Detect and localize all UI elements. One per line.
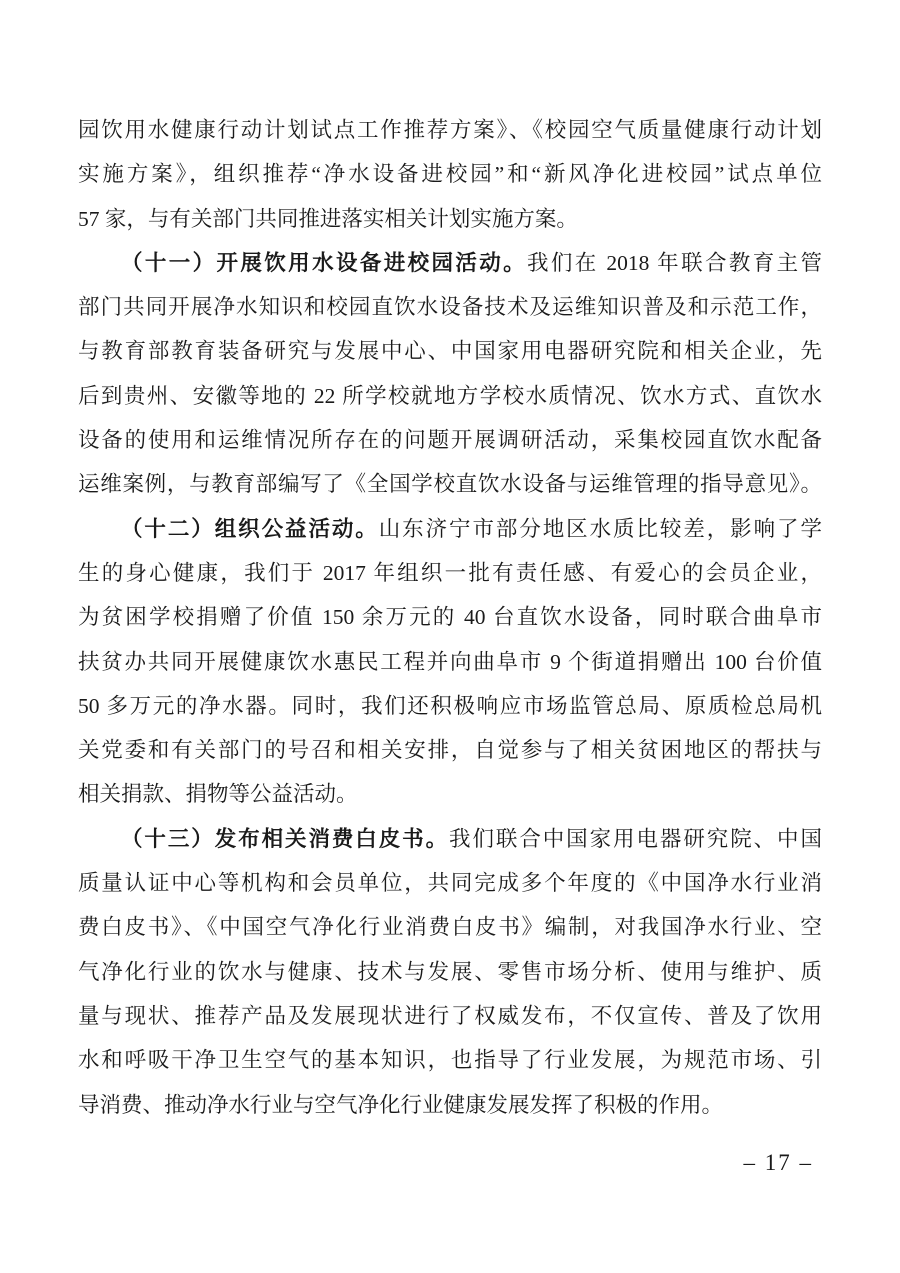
- document-body: [78, 108, 822, 1127]
- text-line: [78, 728, 822, 772]
- line-text: 运维案例，与教育部编写了《全国学校直饮水设备与运维管理的指导意见》。: [78, 472, 822, 497]
- text-line: [78, 950, 822, 994]
- text-line: [78, 905, 822, 949]
- line-text: 57 家，与有关部门共同推进落实相关计划实施方案。: [78, 206, 578, 231]
- text-line: [78, 551, 822, 595]
- text-line: [78, 197, 822, 241]
- text-line: [78, 994, 822, 1038]
- text-line: [78, 507, 822, 551]
- text-line: [78, 241, 822, 285]
- line-text: 扶贫办共同开展健康饮水惠民工程并向曲阜市 9 个街道捐赠出 100 台价值: [78, 649, 822, 674]
- text-line: [78, 684, 822, 728]
- line-text: 园饮用水健康行动计划试点工作推荐方案》、《校园空气质量健康行动计划: [78, 118, 822, 142]
- text-line: [78, 152, 822, 196]
- text-line: [78, 1038, 822, 1082]
- text-line: [78, 462, 822, 506]
- line-text: 气净化行业的饮水与健康、技术与发展、零售市场分析、使用与维护、质: [78, 959, 822, 984]
- line-text: 山东济宁市部分地区水质比较差，影响了学: [378, 516, 822, 541]
- page-number: – 17 –: [743, 1150, 813, 1175]
- text-line: [78, 329, 822, 373]
- text-line: [78, 1083, 822, 1127]
- line-text: 与教育部教育装备研究与发展中心、中国家用电器研究院和相关企业，先: [78, 339, 822, 364]
- line-text: 质量认证中心等机构和会员单位，共同完成多个年度的《中国净水行业消: [78, 871, 822, 896]
- line-text: 部门共同开展净水知识和校园直饮水设备技术及运维知识普及和示范工作，: [78, 295, 822, 320]
- text-line: [78, 861, 822, 905]
- line-text: 关党委和有关部门的号召和相关安排，自觉参与了相关贫困地区的帮扶与: [78, 738, 822, 763]
- line-text: 导消费、推动净水行业与空气净化行业健康发展发挥了积极的作用。: [78, 1092, 724, 1117]
- text-line: [78, 817, 822, 861]
- line-text: 50 多万元的净水器。同时，我们还积极响应市场监管总局、原质检总局机: [78, 693, 822, 718]
- line-text: 相关捐款、捐物等公益活动。: [78, 782, 358, 807]
- text-line: [78, 108, 822, 152]
- line-text: 为贫困学校捐赠了价值 150 余万元的 40 台直饮水设备，同时联合曲阜市: [78, 605, 822, 630]
- paragraph-heading: （十一）开展饮用水设备进校园活动。: [121, 250, 528, 275]
- line-text: 设备的使用和运维情况所存在的问题开展调研活动，采集校园直饮水配备: [78, 428, 822, 453]
- text-line: [78, 595, 822, 639]
- paragraph-heading: （十二）组织公益活动。: [121, 516, 379, 541]
- text-line: [78, 285, 822, 329]
- line-text: 量与现状、推荐产品及发展现状进行了权威发布，不仅宣传、普及了饮用: [78, 1003, 822, 1028]
- text-line: [78, 640, 822, 684]
- line-text: 水和呼吸干净卫生空气的基本知识，也指导了行业发展，为规范市场、引: [78, 1048, 822, 1073]
- line-text: 实施方案》，组织推荐“净水设备进校园”和“新风净化进校园”试点单位: [78, 162, 822, 187]
- text-line: [78, 374, 822, 418]
- line-text: 费白皮书》、《中国空气净化行业消费白皮书》编制，对我国净水行业、空: [78, 915, 822, 940]
- line-text: 我们联合中国家用电器研究院、中国: [449, 826, 822, 851]
- text-line: [78, 418, 822, 462]
- line-text: 生的身心健康，我们于 2017 年组织一批有责任感、有爱心的会员企业，: [78, 560, 822, 585]
- line-text: 我们在 2018 年联合教育主管: [527, 250, 822, 275]
- paragraph-heading: （十三）发布相关消费白皮书。: [121, 826, 450, 851]
- text-line: [78, 772, 822, 816]
- line-text: 后到贵州、安徽等地的 22 所学校就地方学校水质情况、饮水方式、直饮水: [78, 383, 822, 408]
